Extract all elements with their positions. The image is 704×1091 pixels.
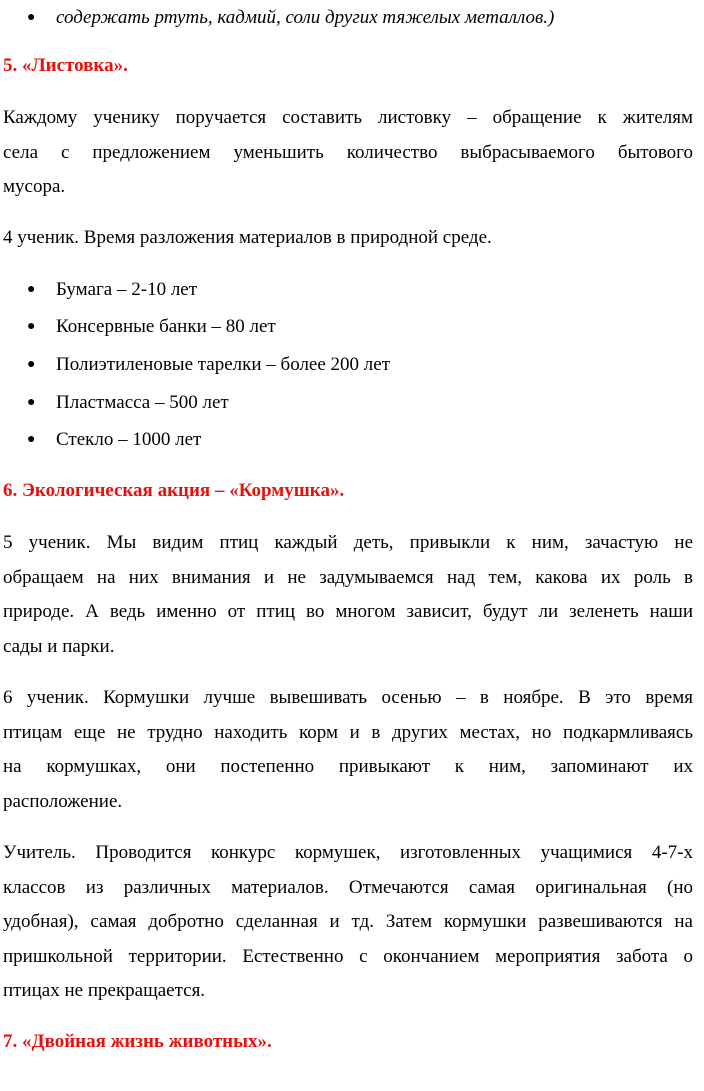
paragraph-text: расположение. [3, 791, 123, 812]
paragraph-text: птицах не прекращается. [3, 980, 206, 1001]
paragraph-text: классов из различных материалов. Отмечаются самая оригинальная (но [3, 877, 693, 898]
paragraph-text: сады и парки. [3, 636, 115, 657]
paragraph-text: удобная), самая добротно сделанная и тд. Затем кормушки развешиваются на [3, 911, 693, 932]
paragraph-text: пришкольной территории. Естественно с окончанием мероприятия забота о [3, 946, 693, 967]
list-item-text: Пластмасса – 500 лет [56, 392, 229, 413]
paragraph-text: Каждому ученику поручается составить листовку – обращение к жителям [3, 107, 693, 128]
paragraph-text: на кормушках, они постепенно привыкают к ним, запоминают их [3, 756, 693, 777]
list-item-text: Стекло – 1000 лет [56, 429, 202, 450]
paragraph-text: мусора. [3, 176, 66, 197]
bullet-icon: ● [27, 357, 36, 372]
bullet-icon: ● [27, 432, 36, 447]
list-item-text: Полиэтиленовые тарелки – более 200 лет [56, 354, 391, 375]
paragraph-text: обращаем на них внимания и не задумываемся над тем, какова их роль в [3, 567, 693, 588]
bullet-icon: ● [27, 10, 36, 25]
bullet-icon: ● [27, 319, 36, 334]
list-item-text: Бумага – 2-10 лет [56, 279, 198, 300]
paragraph-text: 5 ученик. Мы видим птиц каждый деть, привыкли к ним, зачастую не [3, 532, 693, 553]
list-item-text: Консервные банки – 80 лет [56, 316, 276, 337]
paragraph-text: 6 ученик. Кормушки лучше вывешивать осенью – в ноябре. В это время [3, 687, 693, 708]
heading-text: 5. «Листовка». [3, 55, 128, 76]
paragraph-text: Учитель. Проводится конкурс кормушек, изготовленных учащимися 4-7-х [3, 842, 693, 863]
bullet-icon: ● [27, 395, 36, 410]
heading-text: 7. «Двойная жизнь животных». [3, 1031, 272, 1052]
paragraph-text: 4 ученик. Время разложения материалов в природной среде. [3, 227, 492, 248]
paragraph-text: села с предложением уменьшить количество выбрасываемого бытового [3, 142, 693, 163]
heading-text: 6. Экологическая акция – «Кормушка». [3, 480, 345, 501]
list-item-text: содержать ртуть, кадмий, соли других тяжелых металлов.) [56, 7, 555, 28]
bullet-icon: ● [27, 282, 36, 297]
paragraph-text: природе. А ведь именно от птиц во многом зависит, будут ли зеленеть наши [3, 601, 693, 622]
paragraph-text: птицам еще не трудно находить корм и в других местах, но подкармливаясь [3, 722, 693, 743]
